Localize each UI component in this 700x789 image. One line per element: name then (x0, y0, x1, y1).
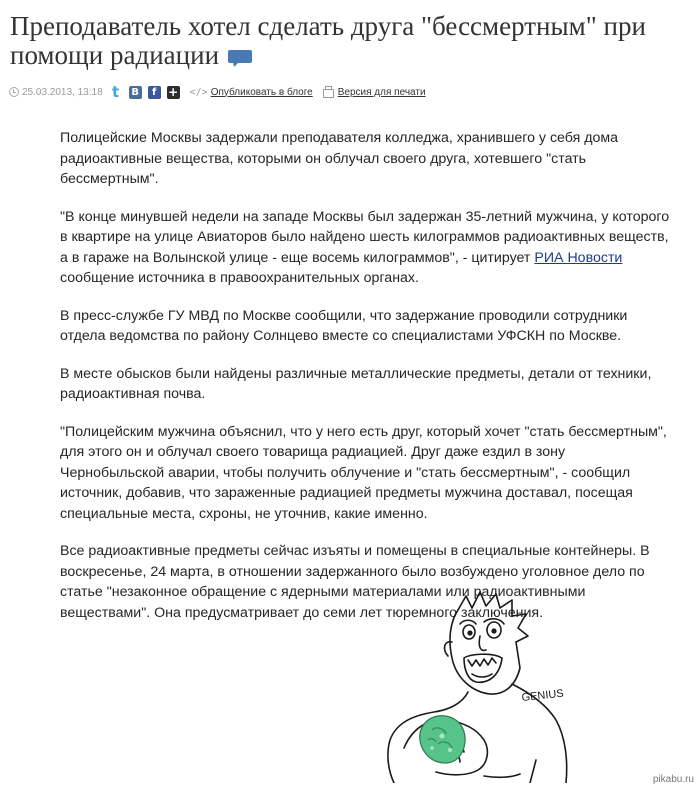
article-title-text: Преподаватель хотел сделать друга "бессмертным" при помощи радиации (10, 11, 646, 70)
publish-date: 25.03.2013, 13:18 (22, 86, 103, 98)
more-share-icon[interactable]: + (168, 84, 179, 99)
comment-icon[interactable] (228, 45, 252, 63)
paragraph-5: "Полицейским мужчина объяснил, что у него есть друг, который хочет "стать бессмертным", для этого он и облучал своего товарища радиацией. Друг даже ездил в зону Чернобыльской аварии, чтобы получить облучение и "стать бессмертным", - сообщил источник, добавив, что зараженные радиацией предметы мужчина доставал, посещая специальные места, схроны, не уточнив, какие именно. (60, 423, 667, 522)
social-share-bar (109, 82, 180, 101)
ria-novosti-link[interactable]: РИА Новости (534, 249, 623, 266)
facebook-share-icon[interactable]: f (148, 86, 161, 99)
paragraph-1: Полицейские Москвы задержали преподавателя колледжа, хранившего у себя дома радиоактивные вещества, которыми он облучал своего друга, хотевшего "стать бессмертным". (60, 130, 619, 187)
vk-share-icon[interactable]: B (129, 86, 142, 99)
article-body (60, 128, 672, 640)
publish-in-blog-link[interactable] (190, 87, 313, 98)
article-title (10, 12, 695, 70)
article-meta (9, 83, 426, 101)
twitter-share-icon[interactable]: t (109, 86, 123, 99)
pikabu-watermark: pikabu.ru (652, 774, 694, 785)
paragraph-6: Все радиоактивные предметы сейчас изъяты и помещены в специальные контейнеры. В воскресенье, 24 марта, в отношении задержанного было возбуждено уголовное дело по статье "незаконное обращение с ядерными материалами или радиоактивными веществами". Она предусматривает до семи лет тюремного заключения. (60, 543, 650, 621)
printer-icon (323, 89, 334, 98)
clock-icon (9, 87, 19, 97)
print-version-link[interactable] (323, 87, 426, 98)
paragraph-2 (60, 207, 672, 289)
genius-meme-illustration (380, 588, 580, 783)
code-icon: </> (189, 86, 208, 98)
paragraph-2-text-end: сообщение источника в правоохранительных органах. (60, 270, 419, 286)
genius-shirt-text: GENIUS (521, 687, 565, 704)
paragraph-2-text-start: "В конце минувшей недели на западе Москвы был задержан 35-летний мужчина, у которого в квартире на улице Авиаторов было найдено шесть килограммов радиоактивных веществ, а в гараже на Волынской улице - еще восемь килограммов", - цитирует (60, 208, 670, 266)
publish-in-blog-label: Опубликовать в блоге (210, 86, 313, 98)
paragraph-3: В пресс-службе ГУ МВД по Москве сообщили, что задержание проводили сотрудники отдела ведомства по району Солнцево вместе со специалистами УФСКН по Москве. (60, 307, 628, 344)
print-version-label: Версия для печати (337, 86, 426, 98)
paragraph-4: В месте обысков были найдены различные металлические предметы, детали от техники, радиоактивная почва. (60, 365, 652, 402)
